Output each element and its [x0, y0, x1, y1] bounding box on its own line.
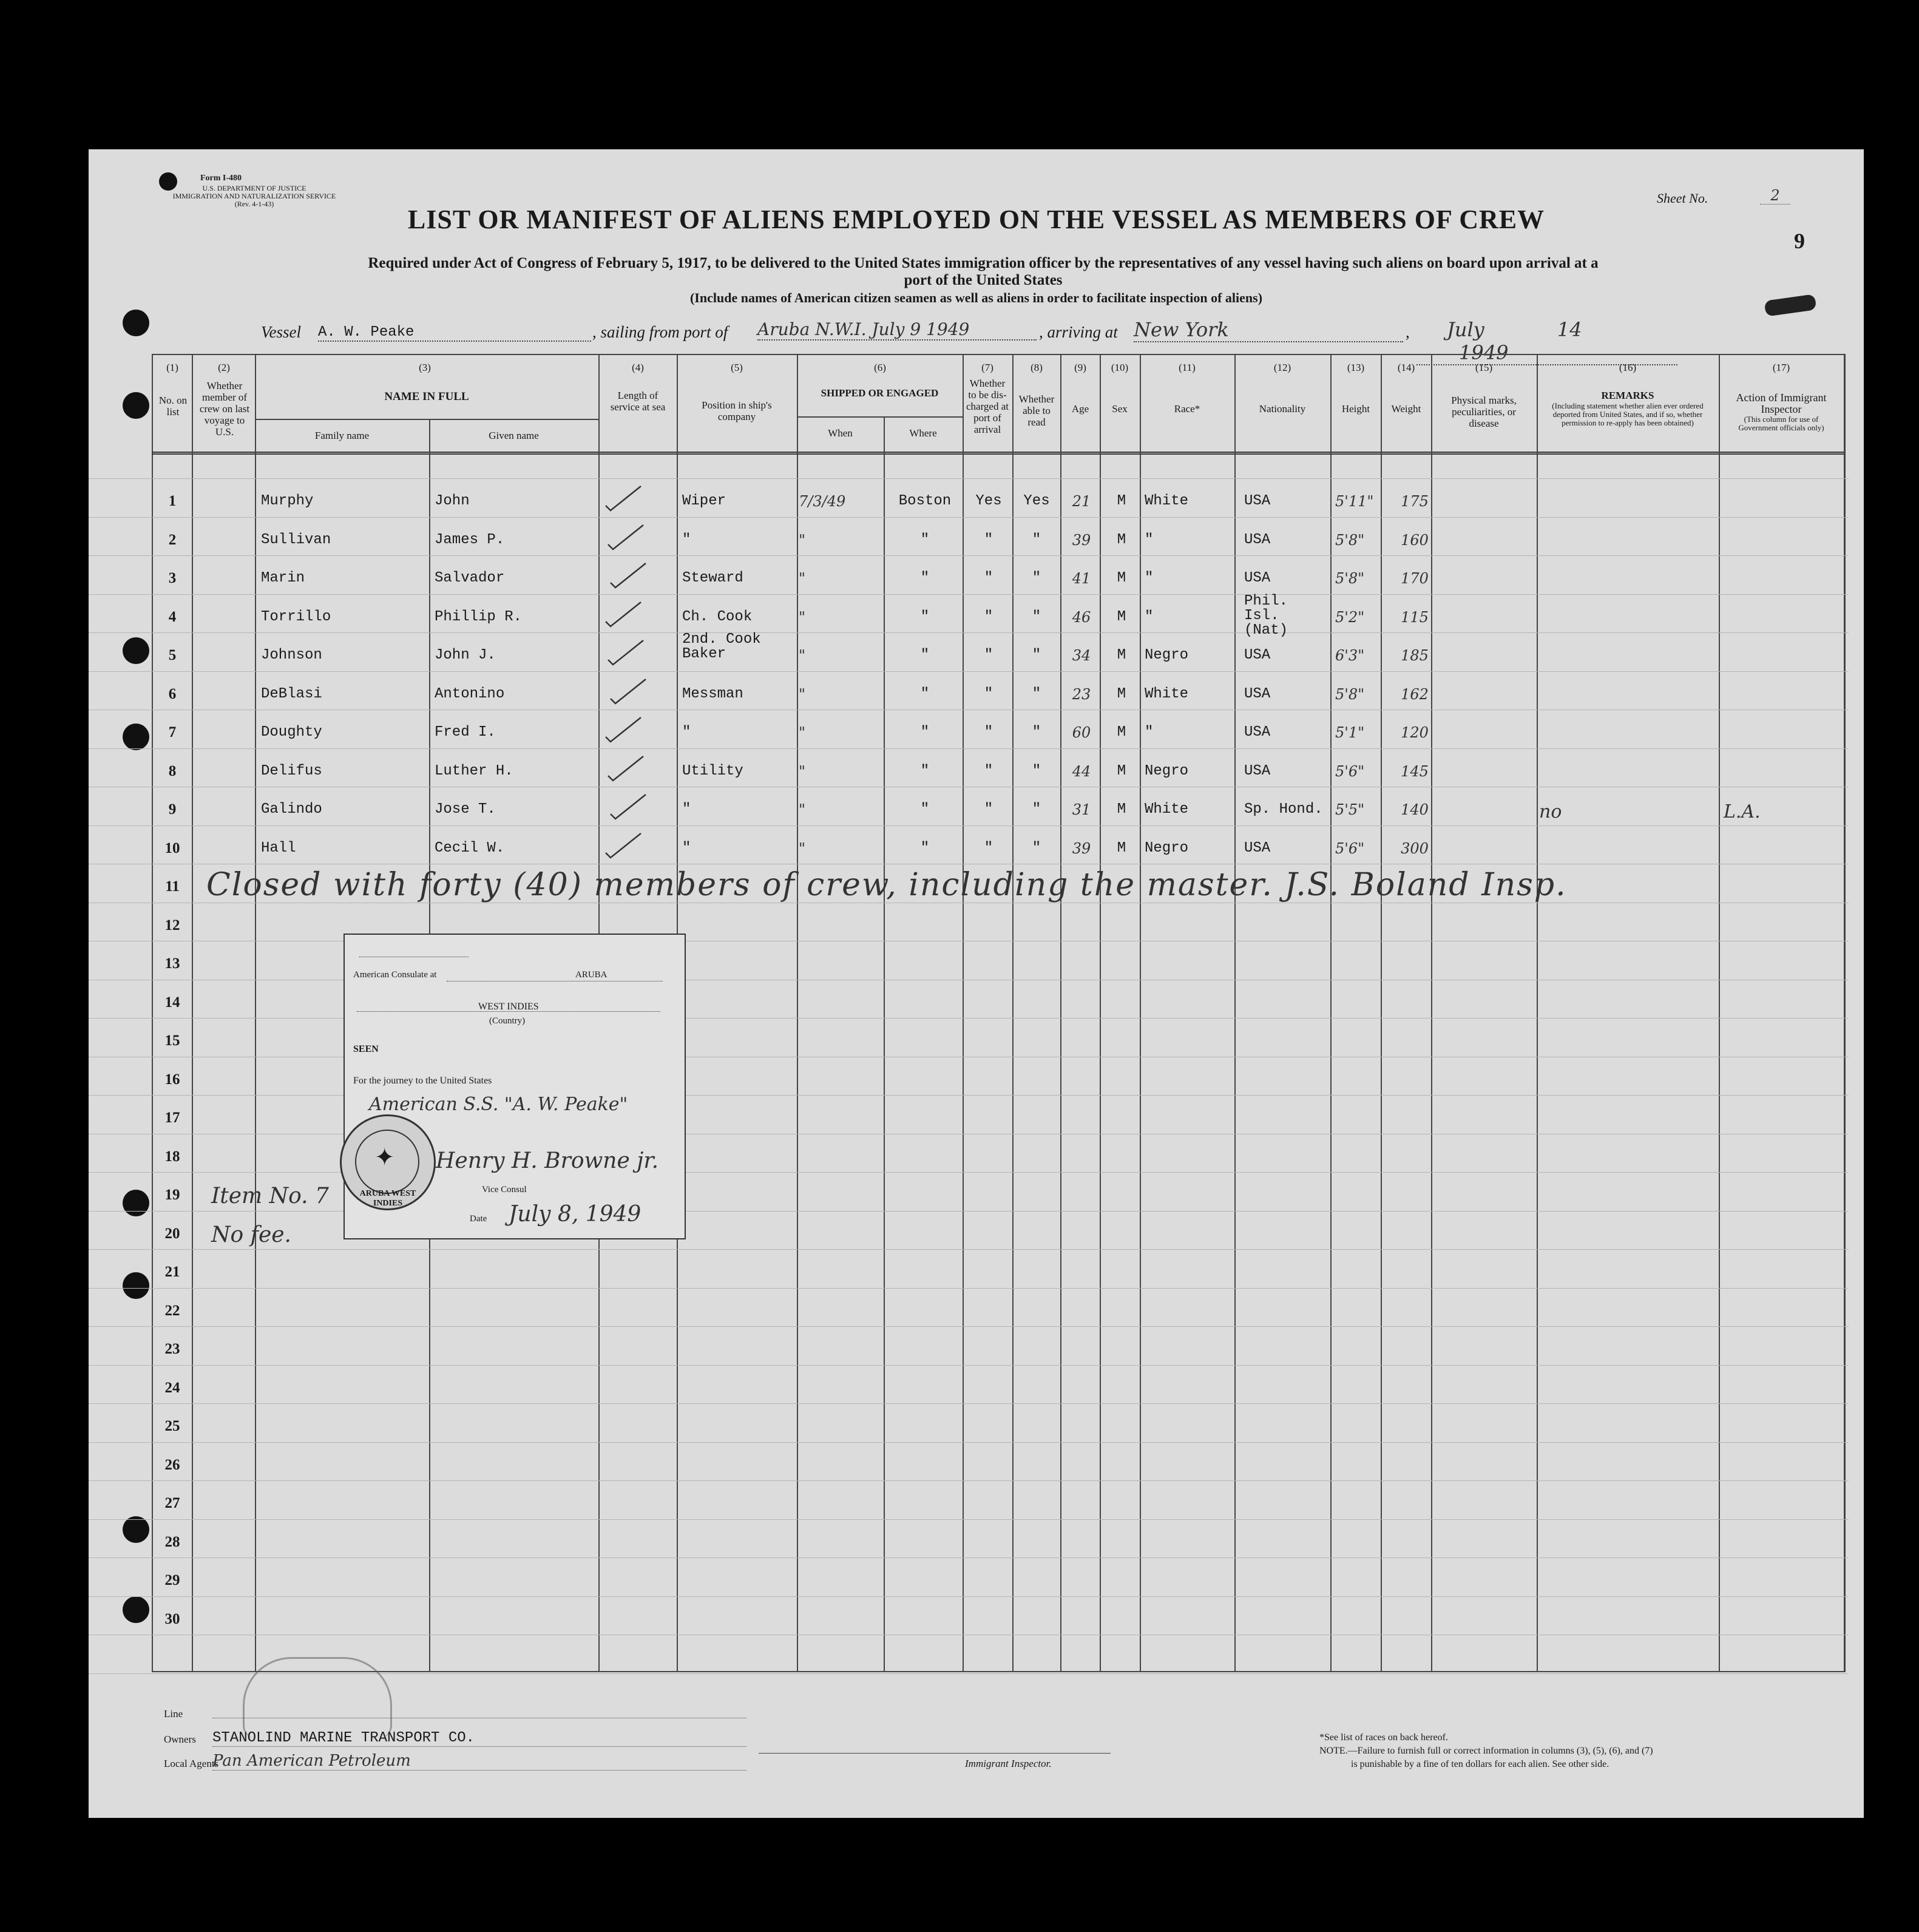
crew-when: "	[799, 647, 806, 664]
crew-given: Antonino	[435, 686, 505, 702]
margin-note-fee: No fee.	[211, 1222, 291, 1247]
col-header-age: Age	[1071, 403, 1089, 415]
crew-race: White	[1145, 493, 1189, 509]
crew-height: 5'2"	[1335, 609, 1365, 626]
crew-given: Jose T.	[435, 801, 496, 818]
row-number: 24	[164, 1380, 180, 1396]
crew-family: Murphy	[261, 493, 314, 509]
col-header-shipped: SHIPPED OR ENGAGED	[821, 387, 939, 399]
crew-nationality: USA	[1244, 570, 1271, 586]
col-header-no: No. on list	[158, 395, 188, 418]
row-number: 27	[164, 1495, 180, 1511]
vessel-name: A. W. Peake	[318, 324, 591, 342]
crew-height: 5'1"	[1335, 724, 1365, 741]
crew-sex: M	[1117, 609, 1126, 625]
stamp-country: WEST INDIES	[478, 1002, 539, 1012]
sailing-port: Aruba N.W.I. July 9 1949	[757, 319, 1037, 341]
crew-race: "	[1145, 724, 1154, 741]
crew-nationality: USA	[1244, 724, 1271, 741]
crew-given: Fred I.	[435, 724, 496, 741]
crew-weight: 300	[1401, 840, 1429, 857]
crew-given: Cecil W.	[435, 840, 505, 856]
col-header-given-name: Given name	[489, 430, 539, 441]
crew-discharged: Yes	[975, 493, 1002, 509]
crew-discharged: "	[984, 801, 993, 818]
crew-weight: 115	[1401, 609, 1429, 626]
crew-position: Steward	[682, 570, 743, 586]
col-header-race: Race*	[1174, 403, 1200, 415]
crew-height: 5'6"	[1335, 840, 1365, 857]
crew-sex: M	[1117, 724, 1126, 741]
stamp-country-label: (Country)	[489, 1016, 526, 1026]
crew-nationality: USA	[1244, 686, 1271, 702]
form-number: Form I-480	[200, 174, 242, 183]
crew-discharged: "	[984, 532, 993, 548]
checkmark-icon	[603, 595, 646, 632]
footer-note-races: *See list of races on back hereof.	[1319, 1732, 1448, 1743]
crew-sex: M	[1117, 493, 1126, 509]
crew-read: Yes	[1023, 493, 1050, 509]
crew-race: "	[1145, 532, 1154, 548]
crew-age: 31	[1072, 801, 1091, 818]
crew-where: "	[920, 686, 930, 702]
stamp-vessel: American S.S. "A. W. Peake"	[369, 1094, 628, 1115]
arriving-label: , arriving at	[1039, 323, 1118, 341]
crew-race: White	[1145, 801, 1189, 818]
crew-age: 39	[1072, 840, 1091, 857]
crew-race: "	[1145, 570, 1154, 586]
sheet-number-label: Sheet No.	[1657, 191, 1708, 206]
crew-nationality: USA	[1244, 493, 1271, 509]
crew-family: Sullivan	[261, 532, 331, 548]
col-num: (8)	[1031, 362, 1043, 373]
footer-note-fine-cont: is punishable by a fine of ten dollars for each alien. See other side.	[1351, 1759, 1609, 1769]
col-num: (5)	[731, 362, 743, 373]
crew-given: Phillip R.	[435, 609, 523, 625]
footer-agents-label: Local Agents	[164, 1758, 219, 1769]
stamp-place: ARUBA	[575, 970, 608, 980]
col-num: (15)	[1475, 362, 1493, 373]
crew-age: 41	[1072, 570, 1091, 587]
crew-position: "	[682, 840, 691, 856]
col-num: (3)	[419, 362, 431, 373]
stamp-title: Vice Consul	[482, 1185, 527, 1195]
crew-position: "	[682, 801, 691, 818]
col-header-family-name: Family name	[314, 430, 370, 441]
crew-no: 9	[168, 801, 177, 818]
subtitle: Required under Act of Congress of February 5, 1917, to be delivered to the United States immigration officer by the representatives of any vessel having such aliens on board upon arrival at a port of the United States	[368, 255, 1599, 288]
crew-weight: 170	[1401, 570, 1429, 587]
col-num: (6)	[874, 362, 886, 373]
col-header-length-service: Length of service at sea	[610, 390, 666, 413]
crew-race: Negro	[1145, 840, 1189, 856]
crew-age: 44	[1072, 763, 1091, 780]
crew-sex: M	[1117, 801, 1126, 818]
crew-given: John J.	[435, 647, 496, 663]
col-num: (9)	[1074, 362, 1086, 373]
binder-hole	[123, 392, 149, 419]
stamp-seen: SEEN	[353, 1044, 379, 1054]
col-header-action-note: (This column for use of Government officials only)	[1738, 415, 1824, 432]
crew-read: "	[1032, 763, 1041, 779]
crew-weight: 120	[1401, 724, 1429, 741]
crew-nationality: USA	[1244, 647, 1271, 663]
closing-note: Closed with forty (40) members of crew, including the master. J.S. Boland Insp.	[206, 867, 1567, 903]
binder-hole	[123, 1516, 149, 1543]
binder-hole	[123, 1596, 149, 1623]
crew-family: Johnson	[261, 647, 322, 663]
crew-where: "	[920, 763, 930, 779]
crew-nationality: Sp. Hond.	[1244, 801, 1323, 818]
row-number: 13	[164, 955, 180, 972]
crew-family: Galindo	[261, 801, 322, 818]
crew-position: Ch. Cook	[682, 609, 753, 625]
row-number: 26	[164, 1457, 180, 1473]
crew-where: "	[920, 724, 930, 741]
col-num: (10)	[1111, 362, 1129, 373]
crew-where: "	[920, 647, 930, 663]
crew-when: 7/3/49	[799, 493, 846, 510]
col-header-position: Position in ship's company	[702, 399, 772, 422]
crew-when: "	[799, 686, 806, 703]
crew-race: Negro	[1145, 763, 1189, 779]
crew-discharged: "	[984, 609, 993, 625]
crew-no: 3	[168, 570, 177, 586]
crew-position: Utility	[682, 763, 743, 779]
crew-no: 5	[168, 647, 177, 663]
crew-discharged: "	[984, 686, 993, 702]
col-num: (7)	[981, 362, 993, 373]
crew-age: 60	[1072, 724, 1091, 741]
crew-nationality: USA	[1244, 840, 1271, 856]
crew-read: "	[1032, 686, 1041, 702]
row-number: 20	[164, 1225, 180, 1242]
crew-sex: M	[1117, 647, 1126, 663]
col-num: (2)	[218, 362, 230, 373]
binder-hole	[123, 310, 149, 336]
vessel-label: Vessel	[261, 323, 301, 341]
stamp-journey: For the journey to the United States	[353, 1076, 492, 1086]
crew-remarks: no	[1539, 801, 1562, 822]
stamp-signature: Henry H. Browne jr.	[436, 1148, 659, 1173]
row-number: 16	[164, 1071, 180, 1088]
crew-age: 23	[1072, 686, 1091, 703]
binder-hole	[123, 1272, 149, 1299]
checkmark-icon	[608, 557, 651, 593]
row-number: 25	[164, 1418, 180, 1434]
row-number: 14	[164, 994, 180, 1011]
crew-nationality: USA	[1244, 532, 1271, 548]
crew-sex: M	[1117, 532, 1126, 548]
subtitle-note: (Include names of American citizen seamen as well as aliens in order to facilitate inspection of aliens)	[689, 290, 1263, 305]
crew-read: "	[1032, 724, 1041, 741]
crew-read: "	[1032, 801, 1041, 818]
crew-nationality: USA	[1244, 763, 1271, 779]
margin-note-item: Item No. 7	[211, 1184, 329, 1208]
crew-when: "	[799, 532, 806, 549]
crew-when: "	[799, 763, 806, 780]
crew-race: Negro	[1145, 647, 1189, 663]
crew-age: 34	[1072, 647, 1091, 664]
col-header-remarks: REMARKS	[1601, 390, 1654, 401]
col-header-nationality: Nationality	[1259, 403, 1306, 415]
col-num: (12)	[1273, 362, 1291, 373]
crew-family: DeBlasi	[261, 686, 322, 702]
crew-no: 7	[168, 724, 177, 741]
crew-height: 5'8"	[1335, 532, 1365, 549]
crew-when: "	[799, 570, 806, 587]
row-number: 17	[164, 1110, 180, 1126]
crew-discharged: "	[984, 763, 993, 779]
row-number: 29	[164, 1572, 180, 1588]
eagle-icon: ✦	[374, 1144, 395, 1171]
col-header-weight: Weight	[1391, 403, 1421, 415]
page-title: LIST OR MANIFEST OF ALIENS EMPLOYED ON THE VESSEL AS MEMBERS OF CREW	[407, 205, 1545, 234]
checkmark-icon	[603, 827, 646, 863]
footer-agents: Pan American Petroleum	[212, 1752, 746, 1771]
owner-signature-flourish	[243, 1657, 392, 1738]
row-number: 30	[164, 1611, 180, 1627]
crew-sex: M	[1117, 763, 1126, 779]
col-num: (13)	[1347, 362, 1365, 373]
crew-when: "	[799, 724, 806, 741]
checkmark-icon	[608, 788, 651, 824]
row-number: 19	[164, 1187, 180, 1203]
crew-sex: M	[1117, 570, 1126, 586]
sheet-number: 2	[1760, 187, 1790, 205]
sailing-label: , sailing from port of	[592, 323, 728, 341]
checkmark-icon	[606, 634, 648, 670]
crew-position: Messman	[682, 686, 743, 702]
col-num: (14)	[1397, 362, 1415, 373]
crew-no: 8	[168, 763, 177, 779]
row-number: 18	[164, 1148, 180, 1165]
department-block: U.S. DEPARTMENT OF JUSTICE IMMIGRATION AND NATURALIZATION SERVICE (Rev. 4-1-43)	[172, 184, 336, 208]
crew-read: "	[1032, 570, 1041, 586]
checkmark-icon	[603, 711, 646, 747]
crew-family: Marin	[261, 570, 305, 586]
crew-weight: 162	[1401, 686, 1429, 703]
crew-action: L.A.	[1724, 801, 1761, 822]
crew-given: Luther H.	[435, 763, 513, 779]
crew-discharged: "	[984, 647, 993, 663]
page-number: 9	[1794, 229, 1805, 253]
col-num: (4)	[632, 362, 644, 373]
crew-where: "	[920, 570, 930, 586]
col-num: (17)	[1772, 362, 1790, 373]
col-header-remarks-note: (Including statement whether alien ever ordered deported from United States, and if so, whether permission to re-apply has been obtained)	[1552, 401, 1704, 427]
col-header-physical-marks: Physical marks, peculiarities, or disease	[1451, 395, 1517, 429]
header-rule	[152, 452, 1846, 455]
checkmark-icon	[603, 480, 646, 516]
crew-weight: 185	[1401, 647, 1429, 664]
crew-given: Salvador	[435, 570, 505, 586]
stamp-date-label: Date	[470, 1214, 487, 1224]
crew-no: 1	[168, 493, 177, 509]
footer-line-label: Line	[164, 1708, 183, 1720]
crew-height: 6'3"	[1335, 647, 1365, 664]
crew-where: "	[920, 801, 930, 818]
crew-height: 5'8"	[1335, 686, 1365, 703]
col-header-action: Action of Immigrant Inspector	[1736, 391, 1827, 415]
crew-weight: 175	[1401, 493, 1429, 510]
col-header-height: Height	[1341, 403, 1370, 415]
crew-race: "	[1145, 609, 1154, 625]
consular-stamp	[344, 934, 686, 1239]
crew-where: "	[920, 532, 930, 548]
col-num: (1)	[166, 362, 178, 373]
crew-where: Boston	[898, 493, 952, 509]
crew-family: Hall	[261, 840, 296, 856]
crew-height: 5'6"	[1335, 763, 1365, 780]
row-number: 11	[165, 878, 180, 895]
row-number: 22	[164, 1303, 180, 1319]
crew-discharged: "	[984, 724, 993, 741]
crew-weight: 145	[1401, 763, 1429, 780]
footer-note-fine: NOTE.—Failure to furnish full or correct information in columns (3), (5), (6), and (7)	[1319, 1746, 1653, 1756]
row-number: 12	[164, 917, 180, 934]
binder-hole	[123, 724, 149, 750]
crew-read: "	[1032, 532, 1041, 548]
col-header-discharged: Whether to be dis-charged at port of arrival	[966, 378, 1009, 435]
crew-height: 5'8"	[1335, 570, 1365, 587]
crew-given: James P.	[435, 532, 505, 548]
crew-given: John	[435, 493, 470, 509]
crew-when: "	[799, 840, 806, 857]
crew-no: 2	[168, 532, 177, 548]
checkmark-icon	[606, 750, 648, 786]
crew-read: "	[1032, 609, 1041, 625]
row-number: 28	[164, 1534, 180, 1550]
col-header-when: When	[828, 427, 853, 439]
binder-hole	[123, 1190, 149, 1216]
arrival-port: New York	[1134, 318, 1403, 342]
seal-text: ARUBA WEST INDIES	[359, 1189, 416, 1208]
crew-when: "	[799, 801, 806, 818]
crew-family: Torrillo	[261, 609, 331, 625]
col-header-where: Where	[909, 427, 937, 439]
stamp-date: July 8, 1949	[509, 1202, 641, 1227]
binder-hole	[123, 637, 149, 664]
crew-discharged: "	[984, 570, 993, 586]
col-header-sex: Sex	[1112, 403, 1128, 415]
col-header-name: NAME IN FULL	[384, 390, 469, 403]
crew-where: "	[920, 609, 930, 625]
footer-owners: STANOLIND MARINE TRANSPORT CO.	[212, 1730, 746, 1747]
crew-height: 5'5"	[1335, 801, 1365, 818]
footer-inspector-label: Immigrant Inspector.	[965, 1758, 1052, 1769]
crew-position: 2nd. Cook Baker	[682, 631, 761, 662]
crew-race: White	[1145, 686, 1189, 702]
crew-age: 21	[1072, 493, 1091, 510]
col-num: (11)	[1179, 362, 1196, 373]
crew-where: "	[920, 840, 930, 856]
row-number: 23	[164, 1341, 180, 1357]
crew-age: 46	[1072, 609, 1091, 626]
footer-owners-label: Owners	[164, 1734, 196, 1745]
crew-discharged: "	[984, 840, 993, 856]
crew-position: "	[682, 724, 691, 741]
crew-height: 5'11"	[1335, 493, 1374, 510]
crew-position: "	[682, 532, 691, 548]
checkmark-icon	[608, 673, 651, 709]
crew-no: 4	[168, 609, 177, 625]
crew-no: 10	[164, 840, 180, 856]
row-number: 15	[164, 1032, 180, 1049]
col-header-read: Whether able to read	[1018, 393, 1055, 428]
crew-nationality: Phil. Isl. (Nat)	[1244, 593, 1288, 639]
crew-read: "	[1032, 840, 1041, 856]
crew-no: 6	[168, 686, 177, 702]
crew-sex: M	[1117, 686, 1126, 702]
crew-age: 39	[1072, 532, 1091, 549]
crew-when: "	[799, 609, 806, 626]
crew-weight: 160	[1401, 532, 1429, 549]
crew-read: "	[1032, 647, 1041, 663]
checkmark-icon	[606, 518, 648, 555]
crew-weight: 140	[1401, 801, 1429, 818]
crew-family: Doughty	[261, 724, 322, 741]
consular-seal	[340, 1114, 436, 1210]
stamp-consulate-line: American Consulate at	[353, 970, 437, 980]
crew-family: Delifus	[261, 763, 322, 779]
col-num: (16)	[1619, 362, 1637, 373]
col-header-last-voyage: Whether member of crew on last voyage to U.S.	[199, 380, 250, 438]
row-number: 21	[164, 1264, 180, 1280]
crew-sex: M	[1117, 840, 1126, 856]
crew-position: Wiper	[682, 493, 726, 509]
arrival-date: July 14 1949	[1416, 318, 1677, 365]
